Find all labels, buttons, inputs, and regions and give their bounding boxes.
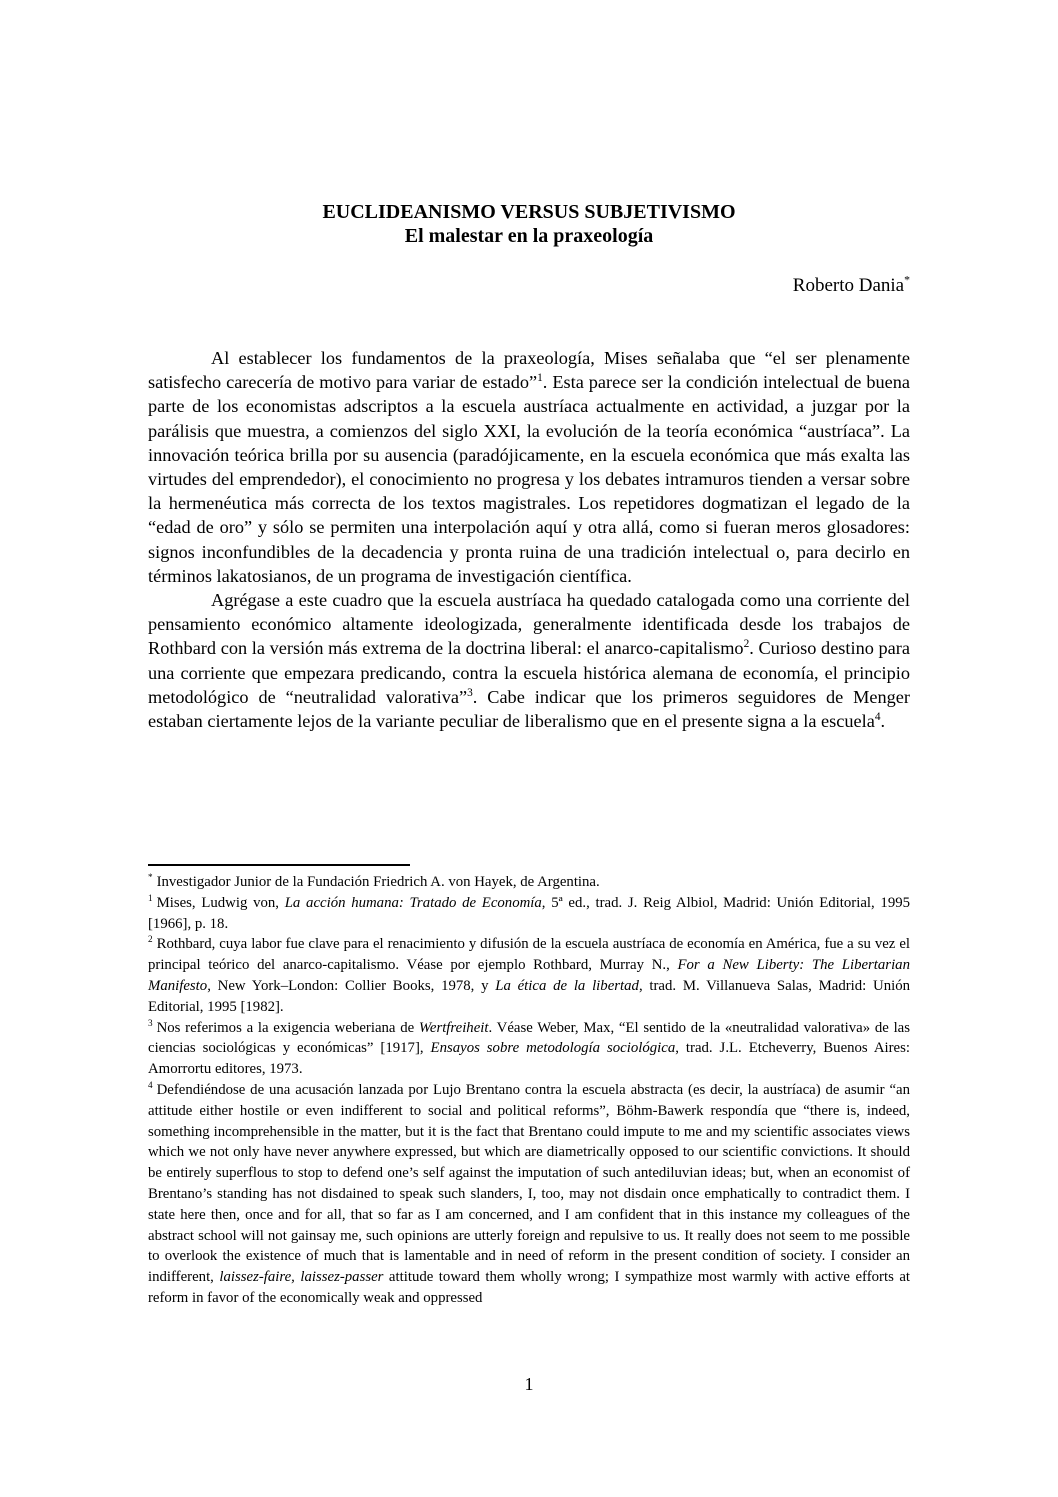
text-run: Investigador Junior de la Fundación Friedrich A. von Hayek, de Argentina.	[156, 874, 600, 890]
text-run: attitude toward them wholly wrong; I sympathize most warmly with active efforts at reform in favor of the economically weak and oppressed	[148, 1269, 911, 1306]
footnote-marker: 2	[148, 934, 153, 945]
footnote-marker: 1	[148, 892, 153, 903]
text-run: Agrégase a este cuadro que la escuela austríaca ha quedado catalogada como una corriente del pensamiento económico altamente ideologizada, generalmente identificada desde los trabajos de Rothbard con la versión más extrema de la doctrina liberal: el anarco-capitalismo	[148, 590, 910, 659]
footnote	[148, 1080, 910, 1309]
footnote-marker: 4	[148, 1080, 153, 1091]
text-run: Nos referimos a la exigencia weberiana de	[156, 1019, 419, 1036]
author-name: Roberto Dania	[792, 275, 905, 296]
footnote-reference: 3	[467, 686, 473, 699]
text-run: La ética de la libertad	[495, 977, 639, 994]
page-number: 1	[524, 1374, 534, 1394]
text-run: La acción humana: Tratado de Economía	[284, 894, 542, 911]
footnote-marker: *	[148, 872, 153, 883]
text-run: . Esta parece ser la condición intelectual de buena parte de los economistas adscriptos a la escuela austríaca actualmente en actividad, a juzgar por la parálisis que muestra, a comienzos del siglo XXI, la evolución de la teoría económica “austríaca”. La innovación teórica brilla por su ausencia (paradójicamente, en la escuela económica que más exalta las virtudes del emprendedor), el conocimiento no progresa y los debates intramuros tienden a versar sobre la hermenéutica más correcta de los textos magistrales. Los repetidores dogmatizan el legado de la “edad de oro” y sólo se permiten una interpolación aquí y otra allá, como si fueran meros glosadores: signos inconfundibles de la decadencia y pronta ruina de una tradición intelectual o, para decirlo en términos lakatosianos, de un programa de investigación científica.	[148, 372, 910, 586]
text-run: Rothbard, cuya labor fue clave para el renacimiento y difusión de la escuela austríaca de economía en América, fue a su vez el principal teórico del anarco-capitalismo. Véase por ejemplo Rothbard, Murray N.,	[148, 936, 910, 974]
footnote	[148, 872, 910, 893]
footnote	[148, 1018, 910, 1080]
text-run: Wertfreiheit	[418, 1019, 489, 1036]
page-subtitle: El malestar en la praxeología	[404, 225, 654, 247]
text-run: , trad. M. Villanueva Salas, Madrid: Unión Editorial, 1995 [1982].	[148, 977, 911, 1015]
footnote-reference: 2	[743, 638, 750, 651]
page-title: EUCLIDEANISMO VERSUS SUBJETIVISMO	[322, 201, 736, 223]
footnotes-list	[148, 872, 910, 1309]
text-run: Al establecer los fundamentos de la praxeología, Mises señalaba que “el ser plenamente satisfecho carecería de motivo para variar de estado”	[148, 348, 910, 393]
text-run: Ensayos sobre metodología sociológica	[430, 1040, 676, 1057]
text-run: laissez-faire, laissez-passer	[219, 1269, 384, 1286]
text-run: Defendiéndose de una acusación lanzada por Lujo Brentano contra la escuela abstracta (es decir, la austríaca) de asumir “an attitude either hostile or even indifferent to social and political reforms”, Böhm-Bawerk respondía que “there is, indeed, something incomprehensible in the matter, but it is the fact that Brentano could impute to me and my scientific associates views which we not only have never anywhere expressed, but which are diametrically opposed to our scientific convictions. It should be entirely superflous to stop to defend one’s self against the imputation of such antediluvian ideas; but, when an economist of Brentano’s standing has not disdained to speak such slanders, I, too, may not disdain once emphatically to contradict them. I state here then, once and for all, that so far as I am concerned, and I am confident that in this instance my colleagues of the abstract school will not gainsay me, such opinions are utterly foreign and repulsive to us. It really does not seem to me possible to overlook the existence of much that is lamentable and in need of reform in the present condition of society. I consider an indifferent,	[148, 1081, 910, 1286]
text-run: , 5ª ed., trad. J. Reig Albiol, Madrid: Unión Editorial, 1995 [1966], p. 18.	[148, 894, 911, 932]
body-paragraph	[148, 588, 910, 733]
footnote-separator	[148, 864, 410, 866]
footnote	[148, 934, 910, 1017]
body-paragraphs	[148, 346, 910, 733]
footnote-reference: 4	[874, 710, 881, 723]
author-footnote-mark: *	[904, 273, 910, 287]
text-run: .	[880, 711, 886, 732]
footnote-marker: 3	[148, 1017, 153, 1028]
text-run: . Cabe indicar que los primeros seguidores de Menger estaban ciertamente lejos de la variante peculiar de liberalismo que en el presente signa a la escuela	[148, 686, 910, 732]
text-run: , trad. J.L. Etcheverry, Buenos Aires: Amorrortu editores, 1973.	[148, 1040, 910, 1078]
body-paragraph	[148, 346, 910, 588]
footnote	[148, 893, 910, 935]
footnote-reference: 1	[537, 372, 543, 385]
title-block	[148, 200, 910, 248]
text-run: , New York–London: Collier Books, 1978, y	[207, 977, 496, 994]
text-run: . Curioso destino para una corriente que empezara predicando, contra la escuela histórica alemana de economía, el principio metodológico de “neutralidad valorativa”	[148, 638, 910, 707]
text-run: . Véase Weber, Max, “El sentido de la «neutralidad valorativa» de las ciencias sociológicas y económicas” [1917],	[148, 1019, 910, 1057]
author-line	[148, 274, 910, 298]
text-run: For a New Liberty: The Libertarian Manifesto	[148, 957, 910, 994]
text-run: Mises, Ludwig von,	[156, 894, 285, 911]
